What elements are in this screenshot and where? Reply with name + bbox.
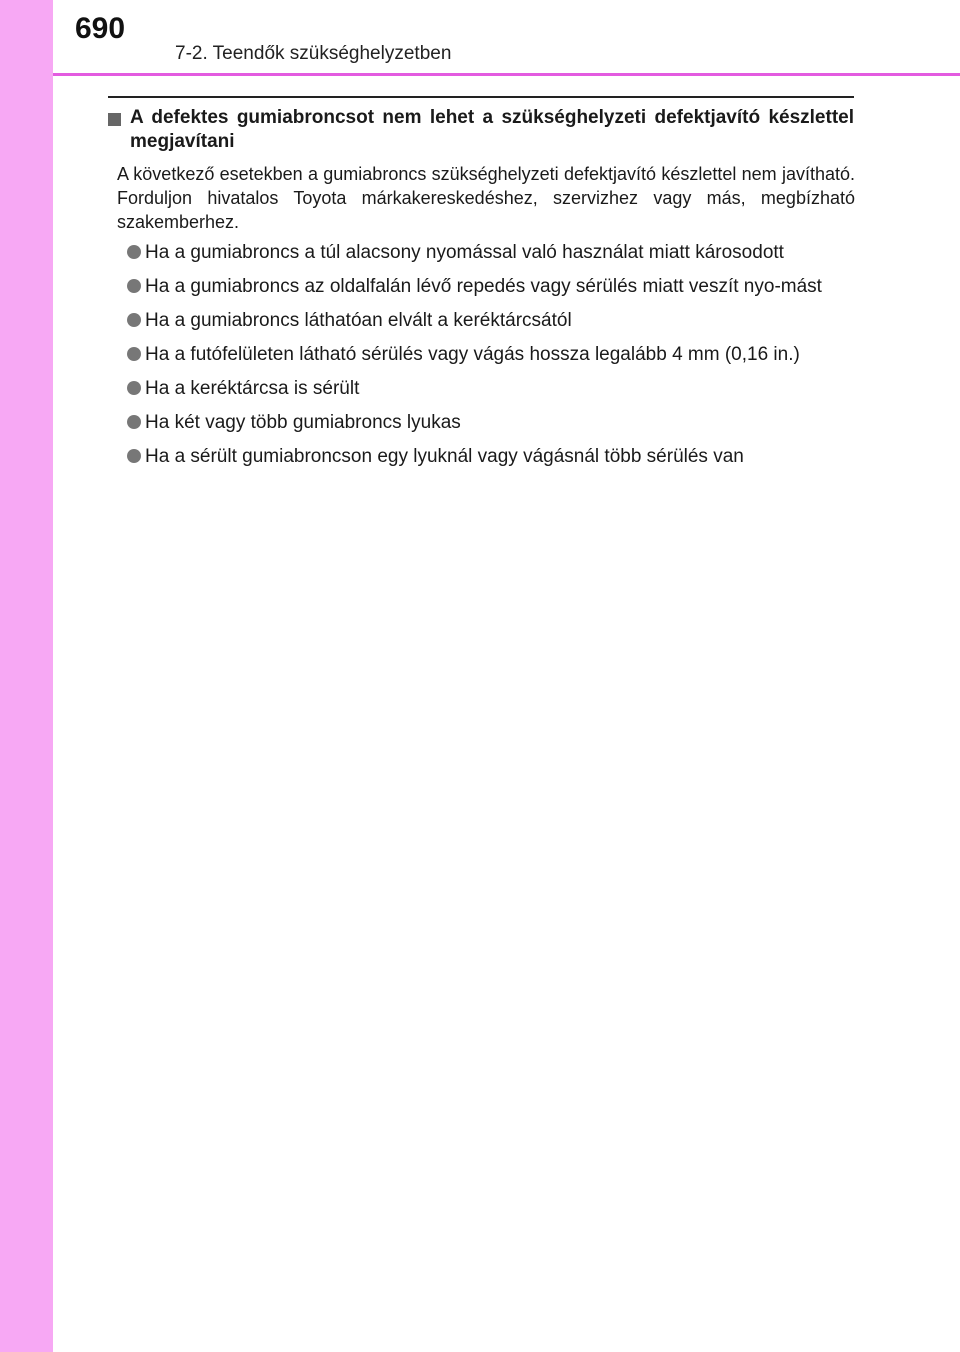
list-item-text: Ha a gumiabroncs láthatóan elvált a keréktárcsától (145, 310, 572, 331)
list-item-text: Ha a gumiabroncs a túl alacsony nyomással való használat miatt károsodott (145, 242, 784, 263)
list-item-text: Ha a sérült gumiabroncson egy lyuknál vagy vágásnál több sérülés van (145, 446, 744, 467)
list-item (108, 410, 854, 436)
list-item (108, 240, 854, 266)
page-number: 690 (75, 12, 126, 45)
square-bullet-icon (108, 113, 121, 126)
header-rule (53, 73, 960, 76)
round-bullet-icon (127, 313, 141, 327)
list-item (108, 444, 854, 470)
condition-list (108, 240, 854, 470)
section-heading-row (108, 106, 854, 154)
list-item (108, 274, 854, 300)
list-item-text: Ha a keréktárcsa is sérült (145, 378, 360, 399)
intro-paragraph: A következő esetekben a gumiabroncs szükséghelyzeti defektjavító készlettel nem javítható. Forduljon hivatalos Toyota márkakereskedéshez, szervizhez vagy más, megbízható szakemberhez. (117, 164, 855, 232)
side-color-band (0, 0, 53, 1352)
chapter-title: 7-2. Teendők szükséghelyzetben (175, 43, 452, 64)
list-item-text: Ha a gumiabroncs az oldalfalán lévő repedés vagy sérülés miatt veszít nyo-mást (145, 276, 822, 297)
round-bullet-icon (127, 449, 141, 463)
list-item (108, 308, 854, 334)
round-bullet-icon (127, 279, 141, 293)
round-bullet-icon (127, 381, 141, 395)
round-bullet-icon (127, 415, 141, 429)
section-content (108, 106, 854, 478)
list-item-text: Ha a futófelületen látható sérülés vagy vágás hossza legalább 4 mm (0,16 in.) (145, 344, 800, 365)
list-item-text: Ha két vagy több gumiabroncs lyukas (145, 412, 461, 433)
list-item (108, 342, 854, 368)
round-bullet-icon (127, 245, 141, 259)
list-item (108, 376, 854, 402)
section-heading: A defektes gumiabroncsot nem lehet a szükséghelyzeti defektjavító készlettel megjavítani (130, 107, 854, 152)
round-bullet-icon (127, 347, 141, 361)
section-divider (108, 96, 854, 98)
